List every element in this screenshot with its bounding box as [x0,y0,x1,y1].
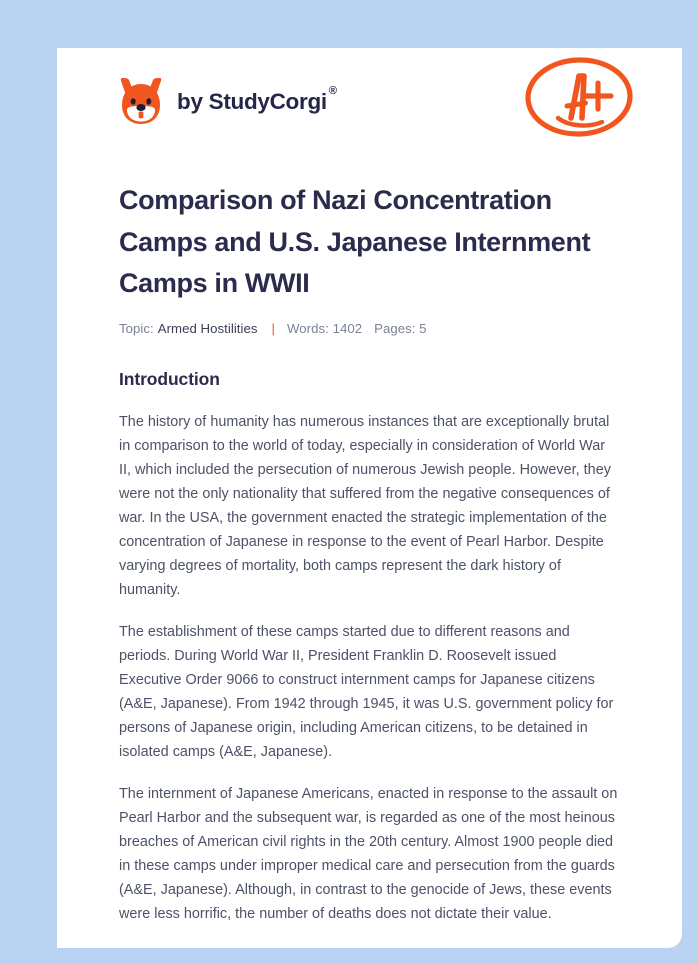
body-paragraph: The internment of Japanese Americans, enacted in response to the assault on Pearl Harbor and the subsequent war, is regarded as one of the most heinous breaches of American civil rights in the 20th century. Almost 1900 people died in these camps under improper medical care and persecution from the guards (A&E, Japanese). Although, in contrast to the genocide of Jews, these events were less horrific, the number of deaths does not dictate their value. [119,785,618,922]
topic-value[interactable]: Armed Hostilities [157,320,258,336]
registered-trademark-icon: ® [328,85,337,98]
a-plus-grade-stamp-icon [522,52,636,144]
page-content [57,48,682,926]
body-paragraph: The history of humanity has numerous instances that are exceptionally brutal in comparison to the world of today, especially in consideration of World War II, which included the persecution of numerous Jewish people. However, they were not the only nationality that suffered from the negative consequences of war. In the USA, the government enacted the strategic implementation of the concentration of Japanese in response to the event of Pearl Harbor. Despite varying degrees of mortality, both camps represent the dark history of humanity. [119,413,611,598]
document-meta [119,321,620,336]
brand-prefix: by [177,88,209,114]
page-count: Pages: 5 [374,320,427,336]
page-title: Comparison of Nazi Concentration Camps and U.S. Japanese Internment Camps in WWII [119,185,591,298]
document-header [119,48,620,152]
brand-name: StudyCorgi [208,88,327,114]
topic-label: Topic: [119,320,154,336]
studycorgi-logo[interactable] [119,76,335,128]
word-count: Words: 1402 [287,320,363,336]
body-paragraph: The establishment of these camps started due to different reasons and periods. During World War II, President Franklin D. Roosevelt issued Executive Order 9066 to construct internment camps for Japanese citizens (A&E, Japanese). From 1942 through 1945, it was U.S. government policy for persons of Japanese origin, including American citizens, to be detained in isolated camps (A&E, Japanese). [119,623,614,760]
meta-divider: | [271,320,276,336]
brand-wordmark [177,85,337,114]
section-heading-introduction: Introduction [119,368,220,389]
document-page [57,48,682,948]
corgi-head-icon [119,76,163,128]
